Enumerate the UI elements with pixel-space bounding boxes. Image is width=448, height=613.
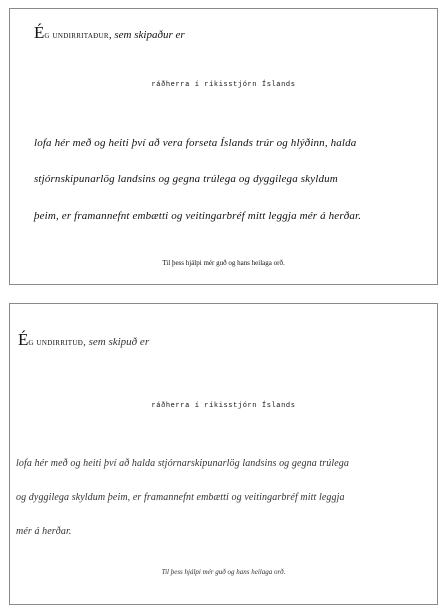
oath-closing: Til þess hjálpi mér guð og hans heilaga orð. [161,568,286,576]
heading-initial: É [34,23,45,42]
oath-body-line-2: og dyggilega skyldum þeim, er framannefnt embætti og veitingarbréf mitt leggja [16,492,345,503]
oath-body-line-3: þeim, er framannefnt embætti og veitingarbréf mitt leggja mér á herðar. [34,210,362,222]
oath-closing: Til þess hjálpi mér guð og hans heilaga orð. [162,259,285,267]
office-title: ráðherra í ríkisstjórn Íslands [151,402,296,410]
heading-rest: , sem skipuð er [83,336,150,348]
oath-body-line-3: mér á herðar. [16,526,72,537]
oath-body-line-2: stjórnskipunarlög landsins og gegna trúlega og dyggilega skyldum [34,173,338,185]
oath-body-line-1: lofa hér með og heiti því að halda stjórnarskipunarlög landsins og gegna trúlega [16,458,349,469]
oath-body-line-1: lofa hér með og heiti því að vera forseta Íslands trúr og hlýðinn, halda [34,137,357,149]
heading-initial-rest: g undirrituð [28,337,84,348]
office-title: ráðherra í ríkisstjórn Íslands [151,81,296,89]
oath-form-male [9,8,438,285]
heading-initial-rest: g undirritaður [44,30,109,41]
oath-heading [18,330,149,350]
heading-initial: É [18,330,29,349]
oath-form-female [9,303,438,605]
oath-heading [34,23,185,43]
heading-rest: , sem skipaður er [108,29,185,41]
